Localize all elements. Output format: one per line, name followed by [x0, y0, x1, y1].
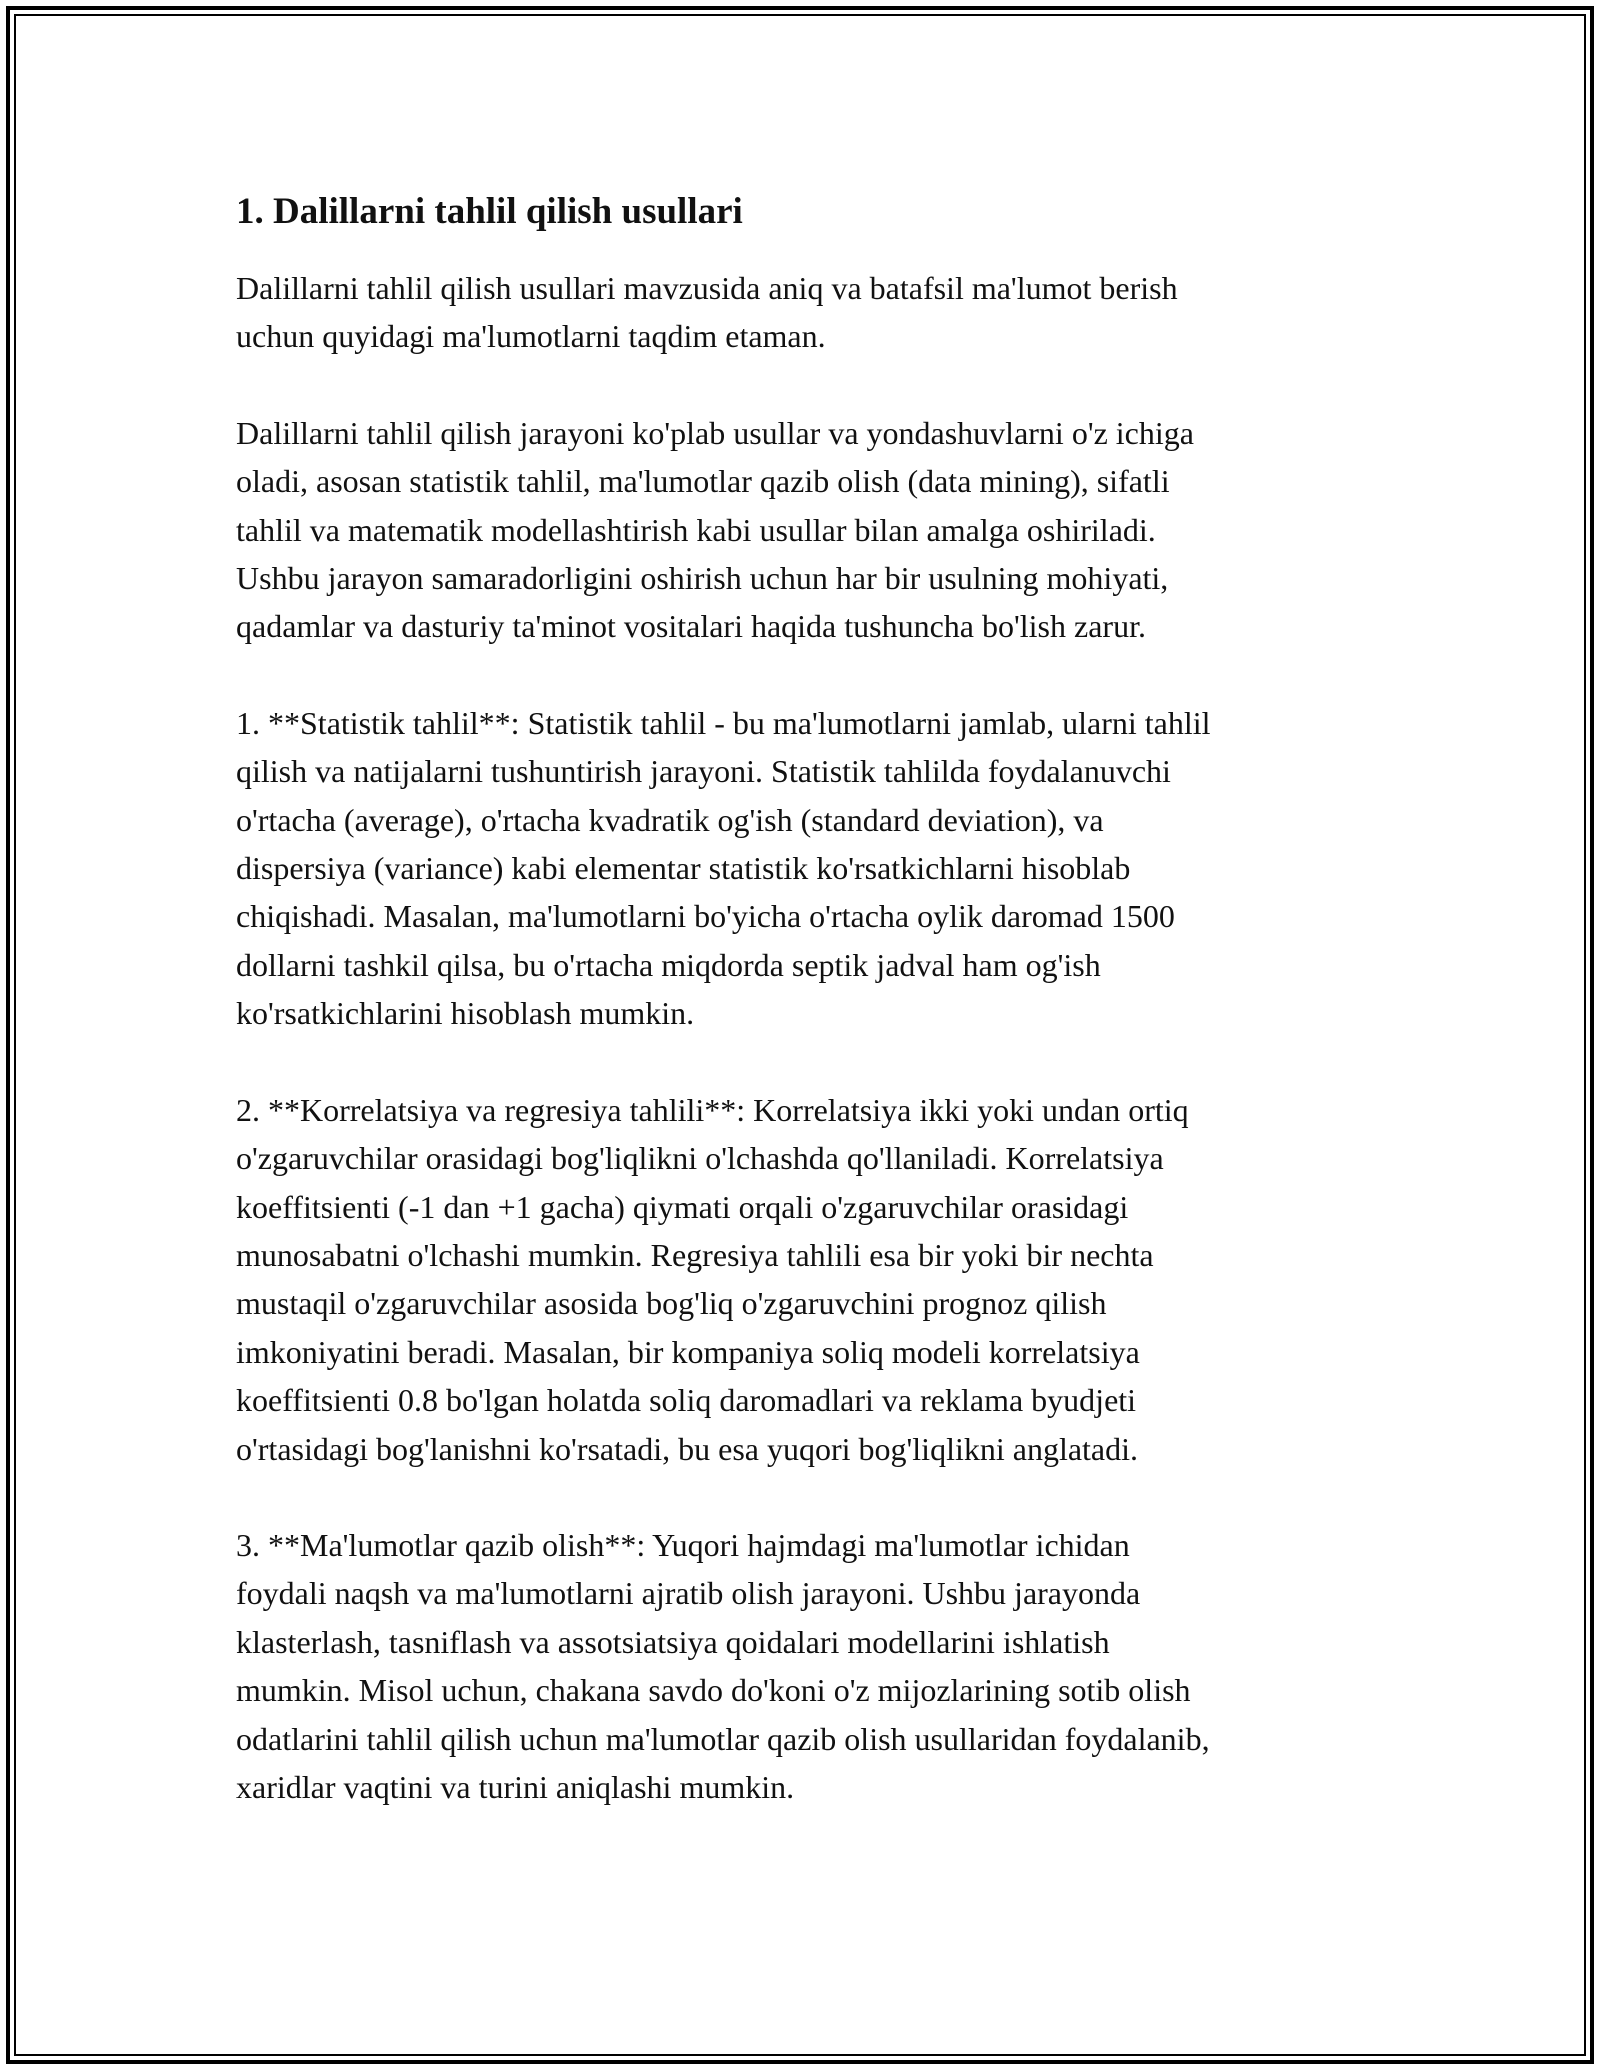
text-line: 3. **Ma'lumotlar qazib olish**: Yuqori hajmdagi ma'lumotlar ichidan: [236, 1526, 1130, 1563]
text-line: o'rtacha (average), o'rtacha kvadratik og'ish (standard deviation), va: [236, 801, 1104, 838]
text-line: dispersiya (variance) kabi elementar statistik ko'rsatkichlarni hisoblab: [236, 850, 1131, 887]
text-line: qadamlar va dasturiy ta'minot vositalari haqida tushuncha bo'lish zarur.: [236, 608, 1146, 645]
text-line: Ushbu jarayon samaradorligini oshirish uchun har bir usulning mohiyati,: [236, 560, 1169, 597]
text-line: dollarni tashkil qilsa, bu o'rtacha miqdorda septik jadval ham og'ish: [236, 946, 1101, 983]
text-line: koeffitsienti (-1 dan +1 gacha) qiymati orqali o'zgaruvchilar orasidagi: [236, 1188, 1129, 1225]
text-line: qilish va natijalarni tushuntirish jarayoni. Statistik tahlilda foydalanuvchi: [236, 753, 1171, 790]
text-line: 1. **Statistik tahlil**: Statistik tahlil - bu ma'lumotlarni jamlab, ularni tahlil: [236, 704, 1211, 741]
text-line: imkoniyatini beradi. Masalan, bir kompaniya soliq modeli korrelatsiya: [236, 1333, 1140, 1370]
text-line: xaridlar vaqtini va turini aniqlashi mumkin.: [236, 1768, 795, 1805]
document-title: 1. Dalillarni tahlil qilish usullari: [236, 191, 743, 232]
statistical-analysis-paragraph: [236, 699, 1366, 1038]
data-mining-paragraph: [236, 1521, 1366, 1811]
text-line: o'zgaruvchilar orasidagi bog'liqlikni o'lchashda qo'llaniladi. Korrelatsiya: [236, 1140, 1164, 1177]
text-line: munosabatni o'lchashi mumkin. Regresiya tahlili esa bir yoki bir nechta: [236, 1236, 1154, 1273]
text-line: chiqishadi. Masalan, ma'lumotlarni bo'yicha o'rtacha oylik daromad 1500: [236, 898, 1175, 935]
correlation-regression-paragraph: [236, 1086, 1366, 1473]
text-line: mustaqil o'zgaruvchilar asosida bog'liq o'zgaruvchini prognoz qilish: [236, 1285, 1107, 1322]
text-line: odatlarini tahlil qilish uchun ma'lumotlar qazib olish usullaridan foydalanib,: [236, 1720, 1210, 1757]
document-body: [236, 188, 1366, 1859]
text-line: koeffitsienti 0.8 bo'lgan holatda soliq daromadlari va reklama byudjeti: [236, 1382, 1137, 1419]
text-line: 2. **Korrelatsiya va regresiya tahlili**: Korrelatsiya ikki yoki undan ortiq: [236, 1091, 1189, 1128]
text-line: oladi, asosan statistik tahlil, ma'lumotlar qazib olish (data mining), sifatli: [236, 463, 1170, 500]
text-line: ko'rsatkichlarini hisoblash mumkin.: [236, 995, 695, 1032]
intro-paragraph: [236, 264, 1366, 361]
text-line: foydali naqsh va ma'lumotlarni ajratib olish jarayoni. Ushbu jarayonda: [236, 1575, 1141, 1612]
text-line: klasterlash, tasniflash va assotsiatsiya qoidalari modellarini ishlatish: [236, 1623, 1110, 1660]
text-line: Dalillarni tahlil qilish jarayoni ko'plab usullar va yondashuvlarni o'z ichiga: [236, 414, 1194, 451]
text-line: Dalillarni tahlil qilish usullari mavzusida aniq va batafsil ma'lumot berish: [236, 270, 1178, 306]
overview-paragraph: [236, 409, 1366, 651]
text-line: uchun quyidagi ma'lumotlarni taqdim etaman.: [236, 318, 826, 355]
text-line: tahlil va matematik modellashtirish kabi usullar bilan amalga oshiriladi.: [236, 511, 1156, 548]
text-line: mumkin. Misol uchun, chakana savdo do'koni o'z mijozlarining sotib olish: [236, 1672, 1191, 1709]
text-line: o'rtasidagi bog'lanishni ko'rsatadi, bu esa yuqori bog'liqlikni anglatadi.: [236, 1430, 1139, 1467]
